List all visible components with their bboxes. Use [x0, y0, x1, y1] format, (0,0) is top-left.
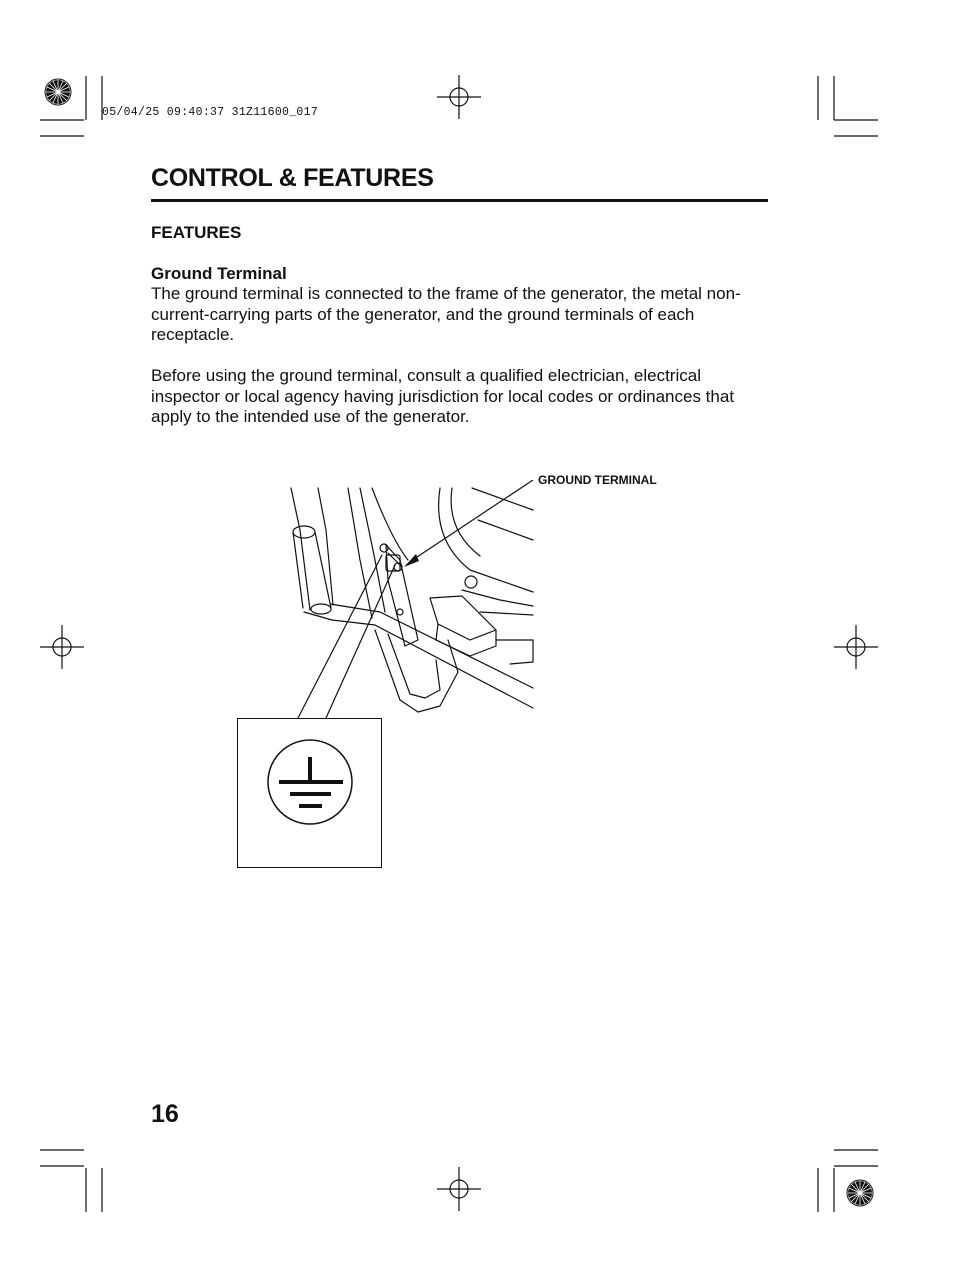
- paragraph-2: Before using the ground terminal, consult a qualified electrician, electrical inspector or local agency having jurisdiction for local codes or ordinances that apply to the intended use of the generator.: [151, 366, 735, 426]
- ground-symbol-box: [237, 718, 382, 868]
- title-rule: [151, 199, 768, 202]
- ground-terminal-callout: GROUND TERMINAL: [538, 473, 657, 487]
- section-title: FEATURES: [151, 223, 242, 242]
- page-number: 16: [151, 1100, 179, 1128]
- paragraph-1: The ground terminal is connected to the frame of the generator, the metal non-current-carrying parts of the generator, and the ground terminals of each receptacle.: [151, 284, 741, 344]
- page-title: CONTROL & FEATURES: [151, 164, 434, 192]
- subheading: Ground Terminal: [151, 264, 287, 283]
- print-stamp: 05/04/25 09:40:37 31Z11600_017: [102, 106, 319, 119]
- ground-symbol-icon: [238, 719, 381, 867]
